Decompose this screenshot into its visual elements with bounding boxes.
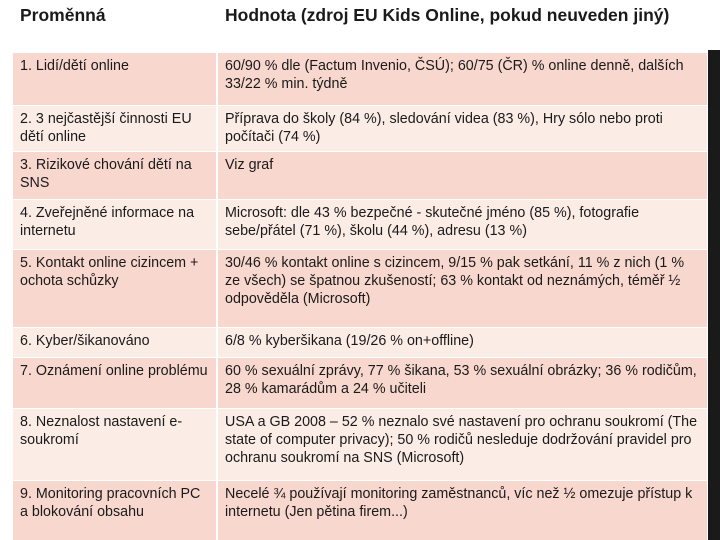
row-value: 60/90 % dle (Factum Invenio, ČSÚ); 60/75 (ČR) % online denně, dalších 33/22 % min. týdně bbox=[217, 52, 707, 105]
table-row bbox=[13, 105, 707, 151]
right-edge-bar bbox=[708, 0, 720, 540]
row-variable: 5. Kontakt online cizincem + ochota schůzky bbox=[13, 249, 217, 327]
row-variable: 9. Monitoring pracovních PC a blokování obsahu bbox=[13, 480, 217, 540]
row-value: Necelé ¾ používají monitoring zaměstnanců, víc než ½ omezuje přístup k internetu (Jen pětina firem...) bbox=[217, 480, 707, 540]
row-variable: 7. Oznámení online problému bbox=[13, 357, 217, 408]
header-variable: Proměnná bbox=[13, 0, 217, 52]
table-container bbox=[13, 0, 707, 540]
row-variable: 2. 3 nejčastější činnosti EU dětí online bbox=[13, 105, 217, 151]
row-variable: 1. Lidí/dětí online bbox=[13, 52, 217, 105]
row-variable: 6. Kyber/šikanováno bbox=[13, 327, 217, 357]
row-variable: 8. Neznalost nastavení e-soukromí bbox=[13, 408, 217, 480]
table-row bbox=[13, 480, 707, 540]
table-row bbox=[13, 199, 707, 249]
row-value: Microsoft: dle 43 % bezpečné - skutečné jméno (85 %), fotografie sebe/přátel (71 %), školu (44 %), adresu (13 %) bbox=[217, 199, 707, 249]
table-row bbox=[13, 249, 707, 327]
table-row bbox=[13, 408, 707, 480]
table-row bbox=[13, 151, 707, 199]
header-value: Hodnota (zdroj EU Kids Online, pokud neuveden jiný) bbox=[217, 0, 707, 52]
row-value: 60 % sexuální zprávy, 77 % šikana, 53 % sexuální obrázky; 36 % rodičům, 28 % kamarádům a 24 % učiteli bbox=[217, 357, 707, 408]
row-value: 30/46 % kontakt online s cizincem, 9/15 % pak setkání, 11 % z nich (1 % ze všech) se špatnou zkušeností; 63 % kontakt od neznámých, téměř ½ odpověděla (Microsoft) bbox=[217, 249, 707, 327]
row-value: USA a GB 2008 – 52 % neznalo své nastavení pro ochranu soukromí (The state of computer privacy); 50 % rodičů nesleduje dodržování pravidel pro ochranu soukromí na SNS (Microsoft) bbox=[217, 408, 707, 480]
table-header-row bbox=[13, 0, 707, 52]
right-edge-bar-top bbox=[708, 0, 720, 50]
data-table bbox=[13, 0, 707, 540]
row-value: Viz graf bbox=[217, 151, 707, 199]
row-value: 6/8 % kyberšikana (19/26 % on+offline) bbox=[217, 327, 707, 357]
table-row bbox=[13, 52, 707, 105]
row-variable: 3. Rizikové chování dětí na SNS bbox=[13, 151, 217, 199]
table-row bbox=[13, 327, 707, 357]
row-variable: 4. Zveřejněné informace na internetu bbox=[13, 199, 217, 249]
row-value: Příprava do školy (84 %), sledování videa (83 %), Hry sólo nebo proti počítači (74 %) bbox=[217, 105, 707, 151]
table-row bbox=[13, 357, 707, 408]
